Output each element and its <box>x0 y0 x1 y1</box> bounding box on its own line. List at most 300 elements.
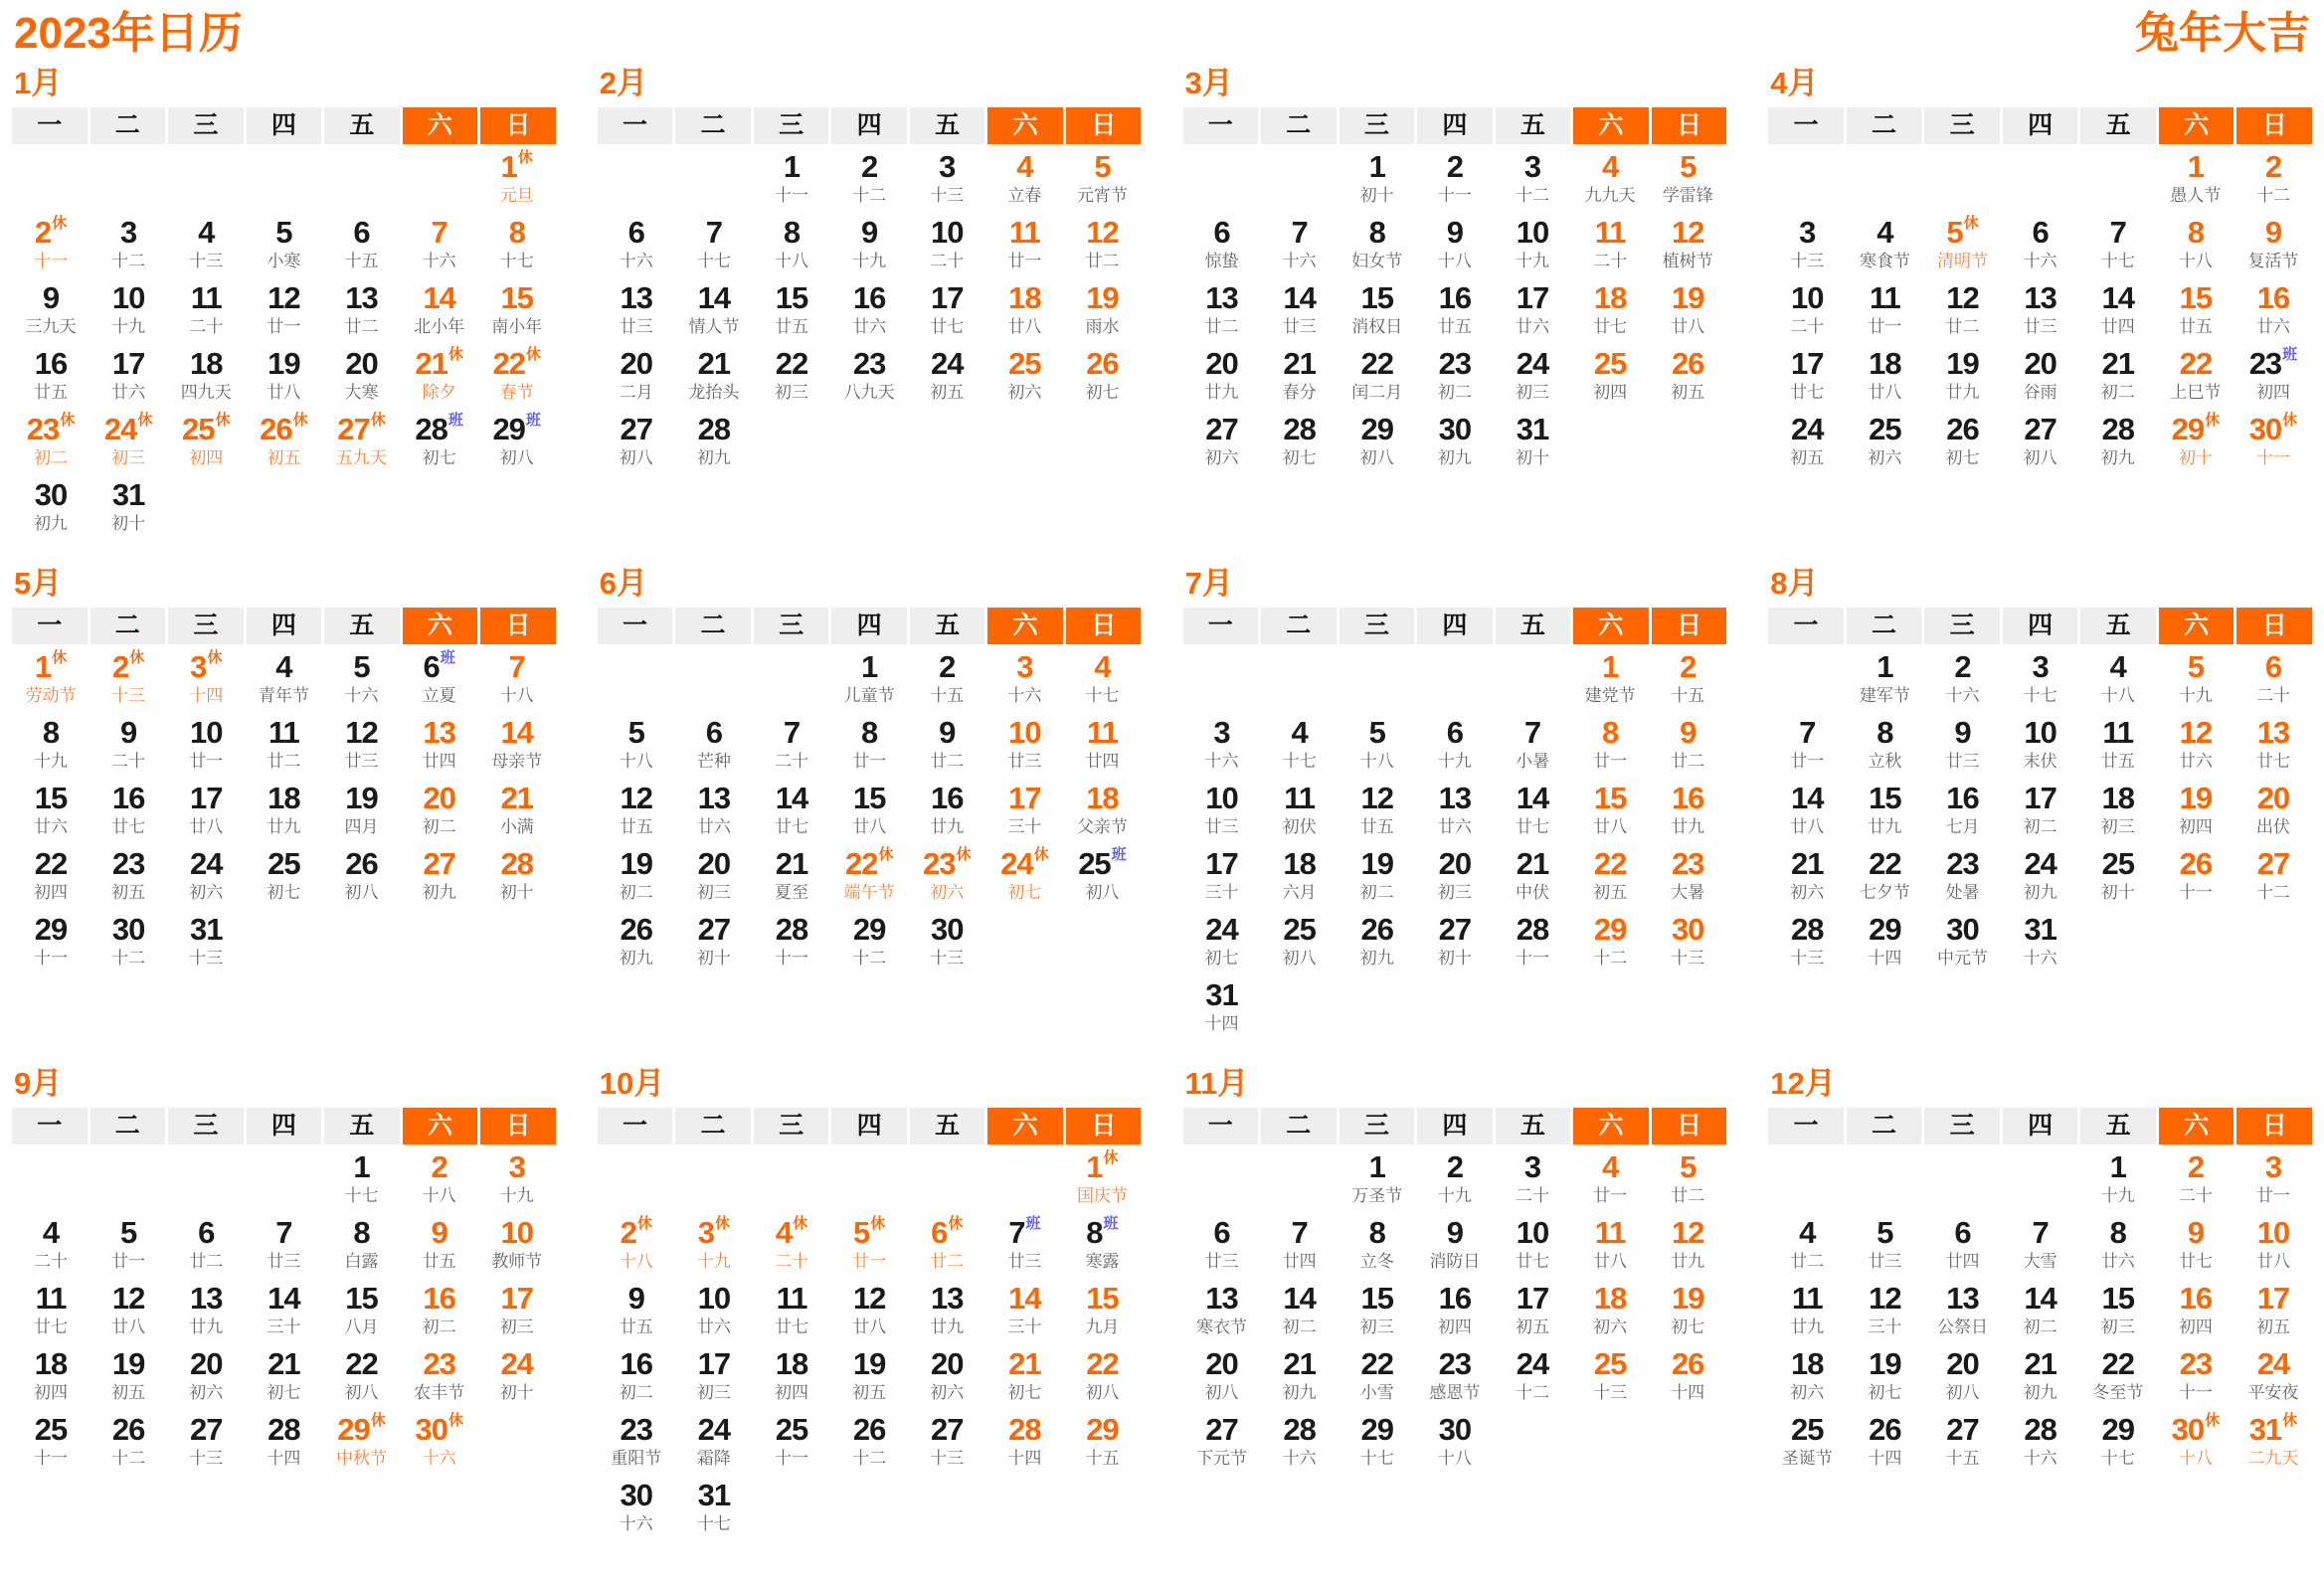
day-cell[interactable] <box>2079 1409 2157 1475</box>
day-cell[interactable] <box>2002 277 2079 343</box>
day-cell[interactable] <box>478 277 556 343</box>
day-cell[interactable] <box>401 1278 478 1343</box>
day-cell[interactable] <box>478 409 556 474</box>
day-cell[interactable] <box>1416 212 1494 277</box>
day-cell[interactable] <box>12 1278 89 1343</box>
day-cell[interactable] <box>1768 1212 1846 1278</box>
day-cell[interactable] <box>401 1343 478 1409</box>
day-cell[interactable] <box>675 843 753 909</box>
day-cell[interactable] <box>753 212 830 277</box>
day-cell[interactable] <box>245 1409 322 1475</box>
day-cell[interactable] <box>753 277 830 343</box>
day-cell[interactable] <box>245 212 322 277</box>
day-cell[interactable] <box>830 712 908 778</box>
day-cell[interactable] <box>2079 277 2157 343</box>
day-cell[interactable] <box>1846 1343 1923 1409</box>
day-cell[interactable] <box>322 646 400 712</box>
day-cell[interactable] <box>1339 909 1416 974</box>
day-cell[interactable] <box>2002 1343 2079 1409</box>
day-cell[interactable] <box>401 1409 478 1475</box>
day-cell[interactable] <box>2235 646 2312 712</box>
day-cell[interactable] <box>2157 646 2235 712</box>
day-cell[interactable] <box>89 909 167 974</box>
day-cell[interactable] <box>830 1212 908 1278</box>
day-cell[interactable] <box>401 712 478 778</box>
day-cell[interactable] <box>478 1212 556 1278</box>
day-cell[interactable] <box>1649 646 1726 712</box>
day-cell[interactable] <box>1649 212 1726 277</box>
day-cell[interactable] <box>1923 646 2001 712</box>
day-cell[interactable] <box>478 343 556 409</box>
day-cell[interactable] <box>753 343 830 409</box>
day-cell[interactable] <box>1261 1278 1339 1343</box>
day-cell[interactable] <box>12 778 89 843</box>
day-cell[interactable] <box>1923 712 2001 778</box>
day-cell[interactable] <box>753 843 830 909</box>
day-cell[interactable] <box>1494 712 1571 778</box>
day-cell[interactable] <box>1494 1212 1571 1278</box>
day-cell[interactable] <box>2157 712 2235 778</box>
day-cell[interactable] <box>1416 909 1494 974</box>
day-cell[interactable] <box>598 909 675 974</box>
day-cell[interactable] <box>1339 212 1416 277</box>
day-cell[interactable] <box>985 646 1063 712</box>
day-cell[interactable] <box>1339 277 1416 343</box>
day-cell[interactable] <box>1183 843 1261 909</box>
day-cell[interactable] <box>830 1343 908 1409</box>
day-cell[interactable] <box>1846 343 1923 409</box>
day-cell[interactable] <box>1923 1278 2001 1343</box>
day-cell[interactable] <box>245 409 322 474</box>
day-cell[interactable] <box>830 343 908 409</box>
day-cell[interactable] <box>1063 646 1141 712</box>
day-cell[interactable] <box>2079 409 2157 474</box>
day-cell[interactable] <box>89 343 167 409</box>
day-cell[interactable] <box>1416 343 1494 409</box>
day-cell[interactable] <box>1494 843 1571 909</box>
day-cell[interactable] <box>322 1212 400 1278</box>
day-cell[interactable] <box>830 1409 908 1475</box>
day-cell[interactable] <box>2002 1409 2079 1475</box>
day-cell[interactable] <box>1183 1212 1261 1278</box>
day-cell[interactable] <box>322 1409 400 1475</box>
day-cell[interactable] <box>1416 277 1494 343</box>
day-cell[interactable] <box>2157 1212 2235 1278</box>
day-cell[interactable] <box>2157 1343 2235 1409</box>
day-cell[interactable] <box>1494 1146 1571 1212</box>
day-cell[interactable] <box>985 843 1063 909</box>
day-cell[interactable] <box>1494 277 1571 343</box>
day-cell[interactable] <box>2002 1212 2079 1278</box>
day-cell[interactable] <box>1494 778 1571 843</box>
day-cell[interactable] <box>478 212 556 277</box>
day-cell[interactable] <box>167 1409 245 1475</box>
day-cell[interactable] <box>1846 778 1923 843</box>
day-cell[interactable] <box>1571 1278 1649 1343</box>
day-cell[interactable] <box>89 1212 167 1278</box>
day-cell[interactable] <box>908 1409 985 1475</box>
day-cell[interactable] <box>908 277 985 343</box>
day-cell[interactable] <box>753 778 830 843</box>
day-cell[interactable] <box>908 909 985 974</box>
day-cell[interactable] <box>1183 778 1261 843</box>
day-cell[interactable] <box>12 712 89 778</box>
day-cell[interactable] <box>1923 1212 2001 1278</box>
day-cell[interactable] <box>1923 212 2001 277</box>
day-cell[interactable] <box>1649 146 1726 212</box>
day-cell[interactable] <box>830 646 908 712</box>
day-cell[interactable] <box>1183 277 1261 343</box>
day-cell[interactable] <box>89 1278 167 1343</box>
day-cell[interactable] <box>2157 1146 2235 1212</box>
day-cell[interactable] <box>908 1212 985 1278</box>
day-cell[interactable] <box>1416 1212 1494 1278</box>
day-cell[interactable] <box>908 146 985 212</box>
day-cell[interactable] <box>1768 712 1846 778</box>
day-cell[interactable] <box>245 1343 322 1409</box>
day-cell[interactable] <box>830 1278 908 1343</box>
day-cell[interactable] <box>1494 343 1571 409</box>
day-cell[interactable] <box>1416 1278 1494 1343</box>
day-cell[interactable] <box>1846 1278 1923 1343</box>
day-cell[interactable] <box>12 277 89 343</box>
day-cell[interactable] <box>322 843 400 909</box>
day-cell[interactable] <box>1261 778 1339 843</box>
day-cell[interactable] <box>1416 409 1494 474</box>
day-cell[interactable] <box>1649 1343 1726 1409</box>
day-cell[interactable] <box>2157 843 2235 909</box>
day-cell[interactable] <box>2157 277 2235 343</box>
day-cell[interactable] <box>1768 277 1846 343</box>
day-cell[interactable] <box>598 409 675 474</box>
day-cell[interactable] <box>675 712 753 778</box>
day-cell[interactable] <box>1494 409 1571 474</box>
day-cell[interactable] <box>1063 1146 1141 1212</box>
day-cell[interactable] <box>1261 1343 1339 1409</box>
day-cell[interactable] <box>89 843 167 909</box>
day-cell[interactable] <box>1339 146 1416 212</box>
day-cell[interactable] <box>1571 212 1649 277</box>
day-cell[interactable] <box>2079 1212 2157 1278</box>
day-cell[interactable] <box>985 277 1063 343</box>
day-cell[interactable] <box>1768 778 1846 843</box>
day-cell[interactable] <box>1649 909 1726 974</box>
day-cell[interactable] <box>245 646 322 712</box>
day-cell[interactable] <box>167 843 245 909</box>
day-cell[interactable] <box>167 1343 245 1409</box>
day-cell[interactable] <box>12 1409 89 1475</box>
day-cell[interactable] <box>2002 712 2079 778</box>
day-cell[interactable] <box>1649 277 1726 343</box>
day-cell[interactable] <box>1571 1146 1649 1212</box>
day-cell[interactable] <box>1063 712 1141 778</box>
day-cell[interactable] <box>167 712 245 778</box>
day-cell[interactable] <box>322 712 400 778</box>
day-cell[interactable] <box>1846 277 1923 343</box>
day-cell[interactable] <box>598 212 675 277</box>
day-cell[interactable] <box>1649 778 1726 843</box>
day-cell[interactable] <box>322 1278 400 1343</box>
day-cell[interactable] <box>2079 712 2157 778</box>
day-cell[interactable] <box>1649 1278 1726 1343</box>
day-cell[interactable] <box>1339 843 1416 909</box>
day-cell[interactable] <box>12 1212 89 1278</box>
day-cell[interactable] <box>1923 909 2001 974</box>
day-cell[interactable] <box>245 1278 322 1343</box>
day-cell[interactable] <box>89 1409 167 1475</box>
day-cell[interactable] <box>1923 1343 2001 1409</box>
day-cell[interactable] <box>1416 146 1494 212</box>
day-cell[interactable] <box>1571 146 1649 212</box>
day-cell[interactable] <box>401 843 478 909</box>
day-cell[interactable] <box>12 909 89 974</box>
day-cell[interactable] <box>1183 909 1261 974</box>
day-cell[interactable] <box>1649 1212 1726 1278</box>
day-cell[interactable] <box>675 1212 753 1278</box>
day-cell[interactable] <box>322 778 400 843</box>
day-cell[interactable] <box>2002 212 2079 277</box>
day-cell[interactable] <box>1183 974 1261 1040</box>
day-cell[interactable] <box>1494 909 1571 974</box>
day-cell[interactable] <box>2079 212 2157 277</box>
day-cell[interactable] <box>2002 343 2079 409</box>
day-cell[interactable] <box>245 712 322 778</box>
day-cell[interactable] <box>675 1343 753 1409</box>
day-cell[interactable] <box>2079 1146 2157 1212</box>
day-cell[interactable] <box>985 343 1063 409</box>
day-cell[interactable] <box>89 646 167 712</box>
day-cell[interactable] <box>1923 778 2001 843</box>
day-cell[interactable] <box>322 343 400 409</box>
day-cell[interactable] <box>1261 277 1339 343</box>
day-cell[interactable] <box>1846 843 1923 909</box>
day-cell[interactable] <box>675 1278 753 1343</box>
day-cell[interactable] <box>167 212 245 277</box>
day-cell[interactable] <box>12 212 89 277</box>
day-cell[interactable] <box>1261 909 1339 974</box>
day-cell[interactable] <box>1063 778 1141 843</box>
day-cell[interactable] <box>1846 409 1923 474</box>
day-cell[interactable] <box>1768 409 1846 474</box>
day-cell[interactable] <box>1063 843 1141 909</box>
day-cell[interactable] <box>2235 843 2312 909</box>
day-cell[interactable] <box>908 646 985 712</box>
day-cell[interactable] <box>830 909 908 974</box>
day-cell[interactable] <box>1649 343 1726 409</box>
day-cell[interactable] <box>1183 1343 1261 1409</box>
day-cell[interactable] <box>2157 343 2235 409</box>
day-cell[interactable] <box>2079 1278 2157 1343</box>
day-cell[interactable] <box>1416 778 1494 843</box>
day-cell[interactable] <box>1339 1278 1416 1343</box>
day-cell[interactable] <box>89 1343 167 1409</box>
day-cell[interactable] <box>985 1409 1063 1475</box>
day-cell[interactable] <box>401 212 478 277</box>
day-cell[interactable] <box>478 1343 556 1409</box>
day-cell[interactable] <box>2157 1409 2235 1475</box>
day-cell[interactable] <box>12 646 89 712</box>
day-cell[interactable] <box>753 1343 830 1409</box>
day-cell[interactable] <box>1416 712 1494 778</box>
day-cell[interactable] <box>908 843 985 909</box>
day-cell[interactable] <box>1339 1343 1416 1409</box>
day-cell[interactable] <box>1768 843 1846 909</box>
day-cell[interactable] <box>2157 212 2235 277</box>
day-cell[interactable] <box>322 277 400 343</box>
day-cell[interactable] <box>1571 277 1649 343</box>
day-cell[interactable] <box>1261 712 1339 778</box>
day-cell[interactable] <box>675 409 753 474</box>
day-cell[interactable] <box>245 277 322 343</box>
day-cell[interactable] <box>675 1475 753 1540</box>
day-cell[interactable] <box>1846 1212 1923 1278</box>
day-cell[interactable] <box>753 1409 830 1475</box>
day-cell[interactable] <box>1339 343 1416 409</box>
day-cell[interactable] <box>1494 1278 1571 1343</box>
day-cell[interactable] <box>12 474 89 540</box>
day-cell[interactable] <box>598 277 675 343</box>
day-cell[interactable] <box>12 343 89 409</box>
day-cell[interactable] <box>1846 712 1923 778</box>
day-cell[interactable] <box>322 212 400 277</box>
day-cell[interactable] <box>1923 1409 2001 1475</box>
day-cell[interactable] <box>2002 409 2079 474</box>
day-cell[interactable] <box>2235 212 2312 277</box>
day-cell[interactable] <box>1649 843 1726 909</box>
day-cell[interactable] <box>1339 778 1416 843</box>
day-cell[interactable] <box>908 1278 985 1343</box>
day-cell[interactable] <box>598 343 675 409</box>
day-cell[interactable] <box>2079 1343 2157 1409</box>
day-cell[interactable] <box>1923 277 2001 343</box>
day-cell[interactable] <box>322 409 400 474</box>
day-cell[interactable] <box>985 778 1063 843</box>
day-cell[interactable] <box>2235 1343 2312 1409</box>
day-cell[interactable] <box>2157 778 2235 843</box>
day-cell[interactable] <box>401 409 478 474</box>
day-cell[interactable] <box>2157 146 2235 212</box>
day-cell[interactable] <box>401 1212 478 1278</box>
day-cell[interactable] <box>2235 277 2312 343</box>
day-cell[interactable] <box>830 843 908 909</box>
day-cell[interactable] <box>401 646 478 712</box>
day-cell[interactable] <box>2079 646 2157 712</box>
day-cell[interactable] <box>985 712 1063 778</box>
day-cell[interactable] <box>167 277 245 343</box>
day-cell[interactable] <box>2235 409 2312 474</box>
day-cell[interactable] <box>322 1146 400 1212</box>
day-cell[interactable] <box>2235 146 2312 212</box>
day-cell[interactable] <box>598 1278 675 1343</box>
day-cell[interactable] <box>2079 843 2157 909</box>
day-cell[interactable] <box>2079 343 2157 409</box>
day-cell[interactable] <box>675 1409 753 1475</box>
day-cell[interactable] <box>985 1278 1063 1343</box>
day-cell[interactable] <box>1063 1212 1141 1278</box>
day-cell[interactable] <box>753 712 830 778</box>
day-cell[interactable] <box>89 409 167 474</box>
day-cell[interactable] <box>478 1278 556 1343</box>
day-cell[interactable] <box>1261 1212 1339 1278</box>
day-cell[interactable] <box>1063 146 1141 212</box>
day-cell[interactable] <box>1183 212 1261 277</box>
day-cell[interactable] <box>167 1212 245 1278</box>
day-cell[interactable] <box>12 1343 89 1409</box>
day-cell[interactable] <box>1768 212 1846 277</box>
day-cell[interactable] <box>675 909 753 974</box>
day-cell[interactable] <box>245 343 322 409</box>
day-cell[interactable] <box>1571 1212 1649 1278</box>
day-cell[interactable] <box>1261 843 1339 909</box>
day-cell[interactable] <box>598 778 675 843</box>
day-cell[interactable] <box>322 1343 400 1409</box>
day-cell[interactable] <box>1416 1409 1494 1475</box>
day-cell[interactable] <box>1923 409 2001 474</box>
day-cell[interactable] <box>478 1146 556 1212</box>
day-cell[interactable] <box>167 646 245 712</box>
day-cell[interactable] <box>245 843 322 909</box>
day-cell[interactable] <box>1261 409 1339 474</box>
day-cell[interactable] <box>401 778 478 843</box>
day-cell[interactable] <box>1571 778 1649 843</box>
day-cell[interactable] <box>2002 778 2079 843</box>
day-cell[interactable] <box>167 409 245 474</box>
day-cell[interactable] <box>1063 277 1141 343</box>
day-cell[interactable] <box>598 1409 675 1475</box>
day-cell[interactable] <box>830 212 908 277</box>
day-cell[interactable] <box>675 277 753 343</box>
day-cell[interactable] <box>478 646 556 712</box>
day-cell[interactable] <box>2235 343 2312 409</box>
day-cell[interactable] <box>1063 1409 1141 1475</box>
day-cell[interactable] <box>2157 409 2235 474</box>
day-cell[interactable] <box>985 146 1063 212</box>
day-cell[interactable] <box>1063 212 1141 277</box>
day-cell[interactable] <box>985 212 1063 277</box>
day-cell[interactable] <box>1494 212 1571 277</box>
day-cell[interactable] <box>830 277 908 343</box>
day-cell[interactable] <box>2002 909 2079 974</box>
day-cell[interactable] <box>1846 212 1923 277</box>
day-cell[interactable] <box>1923 343 2001 409</box>
day-cell[interactable] <box>1339 1146 1416 1212</box>
day-cell[interactable] <box>401 1146 478 1212</box>
day-cell[interactable] <box>167 909 245 974</box>
day-cell[interactable] <box>401 277 478 343</box>
day-cell[interactable] <box>908 1343 985 1409</box>
day-cell[interactable] <box>598 1343 675 1409</box>
day-cell[interactable] <box>89 277 167 343</box>
day-cell[interactable] <box>478 712 556 778</box>
day-cell[interactable] <box>1846 909 1923 974</box>
day-cell[interactable] <box>1261 343 1339 409</box>
day-cell[interactable] <box>1571 1343 1649 1409</box>
day-cell[interactable] <box>1261 212 1339 277</box>
day-cell[interactable] <box>675 778 753 843</box>
day-cell[interactable] <box>245 1212 322 1278</box>
day-cell[interactable] <box>245 778 322 843</box>
day-cell[interactable] <box>2235 1409 2312 1475</box>
day-cell[interactable] <box>2235 1212 2312 1278</box>
day-cell[interactable] <box>2157 1278 2235 1343</box>
day-cell[interactable] <box>675 343 753 409</box>
day-cell[interactable] <box>1571 646 1649 712</box>
day-cell[interactable] <box>478 778 556 843</box>
day-cell[interactable] <box>1063 1343 1141 1409</box>
day-cell[interactable] <box>478 843 556 909</box>
day-cell[interactable] <box>598 1212 675 1278</box>
day-cell[interactable] <box>89 712 167 778</box>
